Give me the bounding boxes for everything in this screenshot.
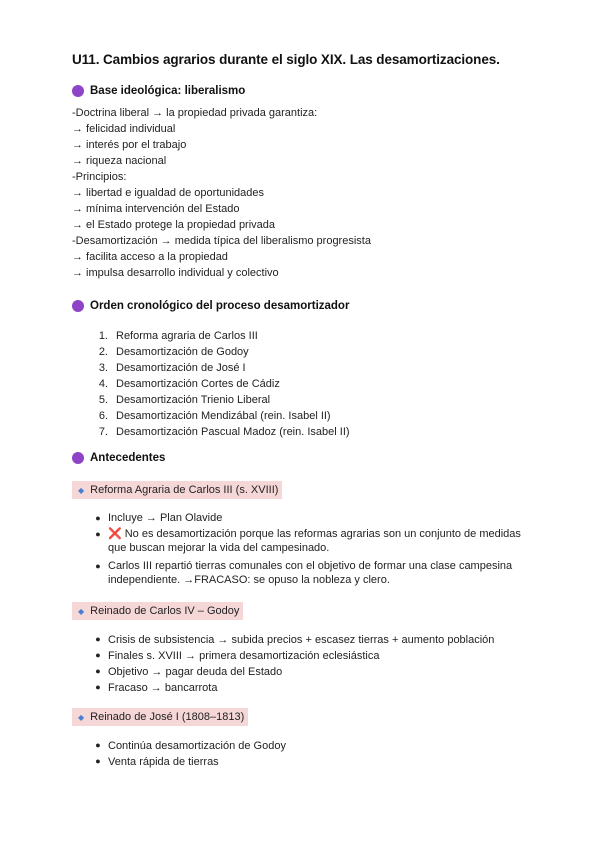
text-line: → libertad e igualdad de oportunidades [72,187,265,199]
text-line: -Principios: [72,171,127,183]
subsection-label-jose-i: ◆ Reinado de José I (1808–1813) [72,708,248,726]
page-title: U11. Cambios agrarios durante el siglo XIX. Las desamortizaciones. [72,52,500,67]
text-line: -Desamortización → medida típica del liberalismo progresista [72,235,371,247]
list-item: 6. Desamortización Mendizábal (rein. Isabel II) [98,410,331,422]
purple-circle-icon [72,85,84,97]
purple-circle-icon [72,300,84,312]
section-heading-text: Base ideológica: liberalismo [90,85,246,97]
subsection-label-carlos-iii: ◆ Reforma Agraria de Carlos III (s. XVIII) [72,481,282,499]
diamond-icon: ◆ [78,606,85,616]
list-item: ● Carlos III repartió tierras comunales con el objetivo de formar una clase campesina independiente. →FRACASO: se opuso la nobleza y clero. [95,560,513,586]
diamond-icon: ◆ [78,485,85,495]
section-heading-liberalismo [72,85,245,97]
list-item: ● Fracaso → bancarrota [95,682,218,694]
text-line: → facilita acceso a la propiedad [72,251,228,263]
list-item: ● Objetivo → pagar deuda del Estado [95,666,283,678]
list-item: ● ❌ No es desamortización porque las reformas agrarias son un conjunto de medidas que buscan mejorar la vida del campesinado. [95,528,521,554]
text-line: → el Estado protege la propiedad privada [72,219,276,231]
list-item: 7. Desamortización Pascual Madoz (rein. Isabel II) [98,426,350,438]
list-item: 5. Desamortización Trienio Liberal [98,394,271,406]
red-x-icon: ❌ [108,528,122,540]
subsection-label-carlos-iv: ◆ Reinado de Carlos IV – Godoy [72,602,243,620]
section-heading-antecedentes [72,452,165,464]
list-item: ● Incluye → Plan Olavide [95,512,223,524]
diamond-icon: ◆ [78,712,85,722]
list-item: 1. Reforma agraria de Carlos III [98,330,258,342]
purple-circle-icon [72,452,84,464]
section-heading-orden [72,300,349,312]
text-line: → mínima intervención del Estado [72,203,240,215]
text-line: -Doctrina liberal → la propiedad privada garantiza: [72,107,318,119]
text-line: → interés por el trabajo [72,139,187,151]
section-heading-text: Orden cronológico del proceso desamortizador [90,300,350,312]
list-item: 3. Desamortización de José I [98,362,246,374]
text-line: → riqueza nacional [72,155,167,167]
list-item: ● Crisis de subsistencia → subida precios + escasez tierras + aumento población [95,634,495,646]
list-item: 2. Desamortización de Godoy [98,346,249,358]
list-item: ● Venta rápida de tierras [95,756,219,768]
section-heading-text: Antecedentes [90,452,166,464]
text-line: → felicidad individual [72,123,176,135]
list-item: ● Continúa desamortización de Godoy [95,740,286,752]
text-line: → impulsa desarrollo individual y colectivo [72,267,279,279]
list-item: 4. Desamortización Cortes de Cádiz [98,378,280,390]
list-item: ● Finales s. XVIII → primera desamortización eclesiástica [95,650,380,662]
